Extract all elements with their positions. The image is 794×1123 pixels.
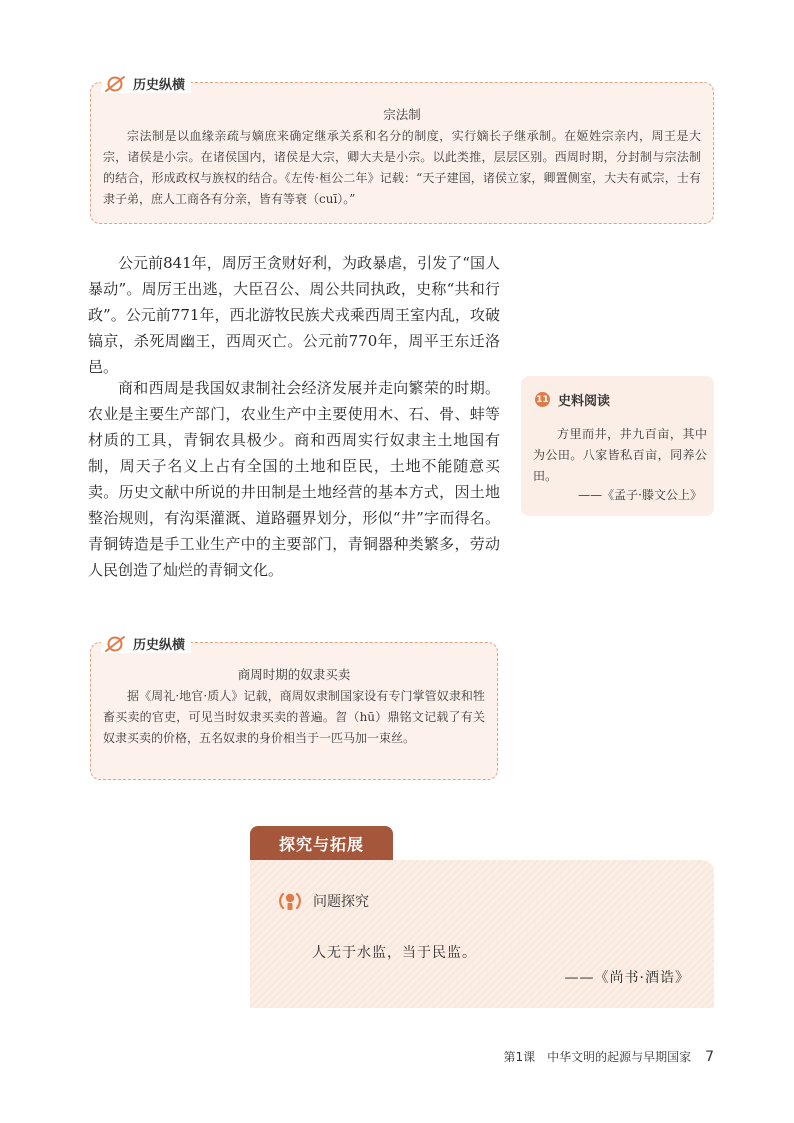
explore-box <box>250 860 714 1008</box>
explore-quote: 人无于水监，当于民监。 <box>312 945 477 961</box>
box-title: 商周时期的奴隶买卖 <box>237 667 351 682</box>
number-badge-icon: 11 <box>535 392 550 407</box>
question-header-label: 问题探究 <box>313 894 369 910</box>
box-header <box>101 74 191 93</box>
explore-tab: 探究与拓展 <box>250 826 393 860</box>
main-paragraph-1: 公元前841年，周厉王贪财好利，为政暴虐，引发了“国人暴动”。周厉王出逃，大臣召公、周公共同执政，史称“共和行政”。公元前771年，西北游牧民族犬戎乘西周王室内乱，攻破镐京，杀死周幽王，西周灭亡。公元前770年，周平王东迁洛邑。 <box>88 254 500 376</box>
source-reading-citation: ——《孟子·滕文公上》 <box>578 488 702 502</box>
history-box-zongfa <box>90 78 714 224</box>
source-reading-box <box>521 376 714 516</box>
history-pen-icon <box>103 635 127 653</box>
question-bulb-icon <box>277 888 303 914</box>
history-pen-icon <box>103 75 127 93</box>
box-header-label: 历史纵横 <box>133 638 186 653</box>
history-box-slave-trade <box>90 638 498 780</box>
footer-lesson-title: 第1课 中华文明的起源与早期国家 <box>503 1050 692 1064</box>
main-paragraph-2: 商和西周是我国奴隶制社会经济发展并走向繁荣的时期。农业是主要生产部门，农业生产中主要使用木、石、骨、蚌等材质的工具，青铜农具极少。商和西周实行奴隶主土地国有制，周天子名义上占有全国的土地和臣民，土地不能随意买卖。历史文献中所说的井田制是土地经营的基本方式，因土地整治规则，有沟渠灌溉、道路疆界划分，形似“井”字而得名。青铜铸造是手工业生产中的主要部门，青铜器种类繁多，劳动人民创造了灿烂的青铜文化。 <box>88 379 500 579</box>
box-text: 据《周礼·地官·质人》记载，商周奴隶制国家设有专门掌管奴隶和牲畜买卖的官吏，可见当时奴隶买卖的普遍。曶（hū）鼎铭文记载了有关奴隶买卖的价格，五名奴隶的身价相当于一匹马加一束丝。 <box>103 689 485 745</box>
page-footer <box>478 1048 714 1065</box>
box-text: 宗法制是以血缘亲疏与嫡庶来确定继承关系和名分的制度，实行嫡长子继承制。在姬姓宗亲内，周王是大宗，诸侯是小宗。在诸侯国内，诸侯是大宗，卿大夫是小宗。以此类推，层层区别。西周时期，分封制与宗法制的结合，形成政权与族权的结合。《左传·桓公二年》记载：“天子建国，诸侯立家，卿置侧室，大夫有贰宗，士有隶子弟，庶人工商各有分亲，皆有等衰（cuī）。” <box>103 129 701 206</box>
explore-citation: ——《尚书·酒诰》 <box>564 970 690 986</box>
source-reading-label: 史料阅读 <box>558 394 611 409</box>
page-number: 7 <box>705 1049 714 1065</box>
question-header <box>277 888 369 914</box>
box-title: 宗法制 <box>383 107 421 122</box>
source-reading-text: 方里而井，井九百亩，其中为公田。八家皆私百亩，同养公田。 <box>533 427 707 483</box>
box-header-label: 历史纵横 <box>133 78 186 93</box>
box-header <box>101 634 191 653</box>
source-reading-header <box>535 390 610 409</box>
